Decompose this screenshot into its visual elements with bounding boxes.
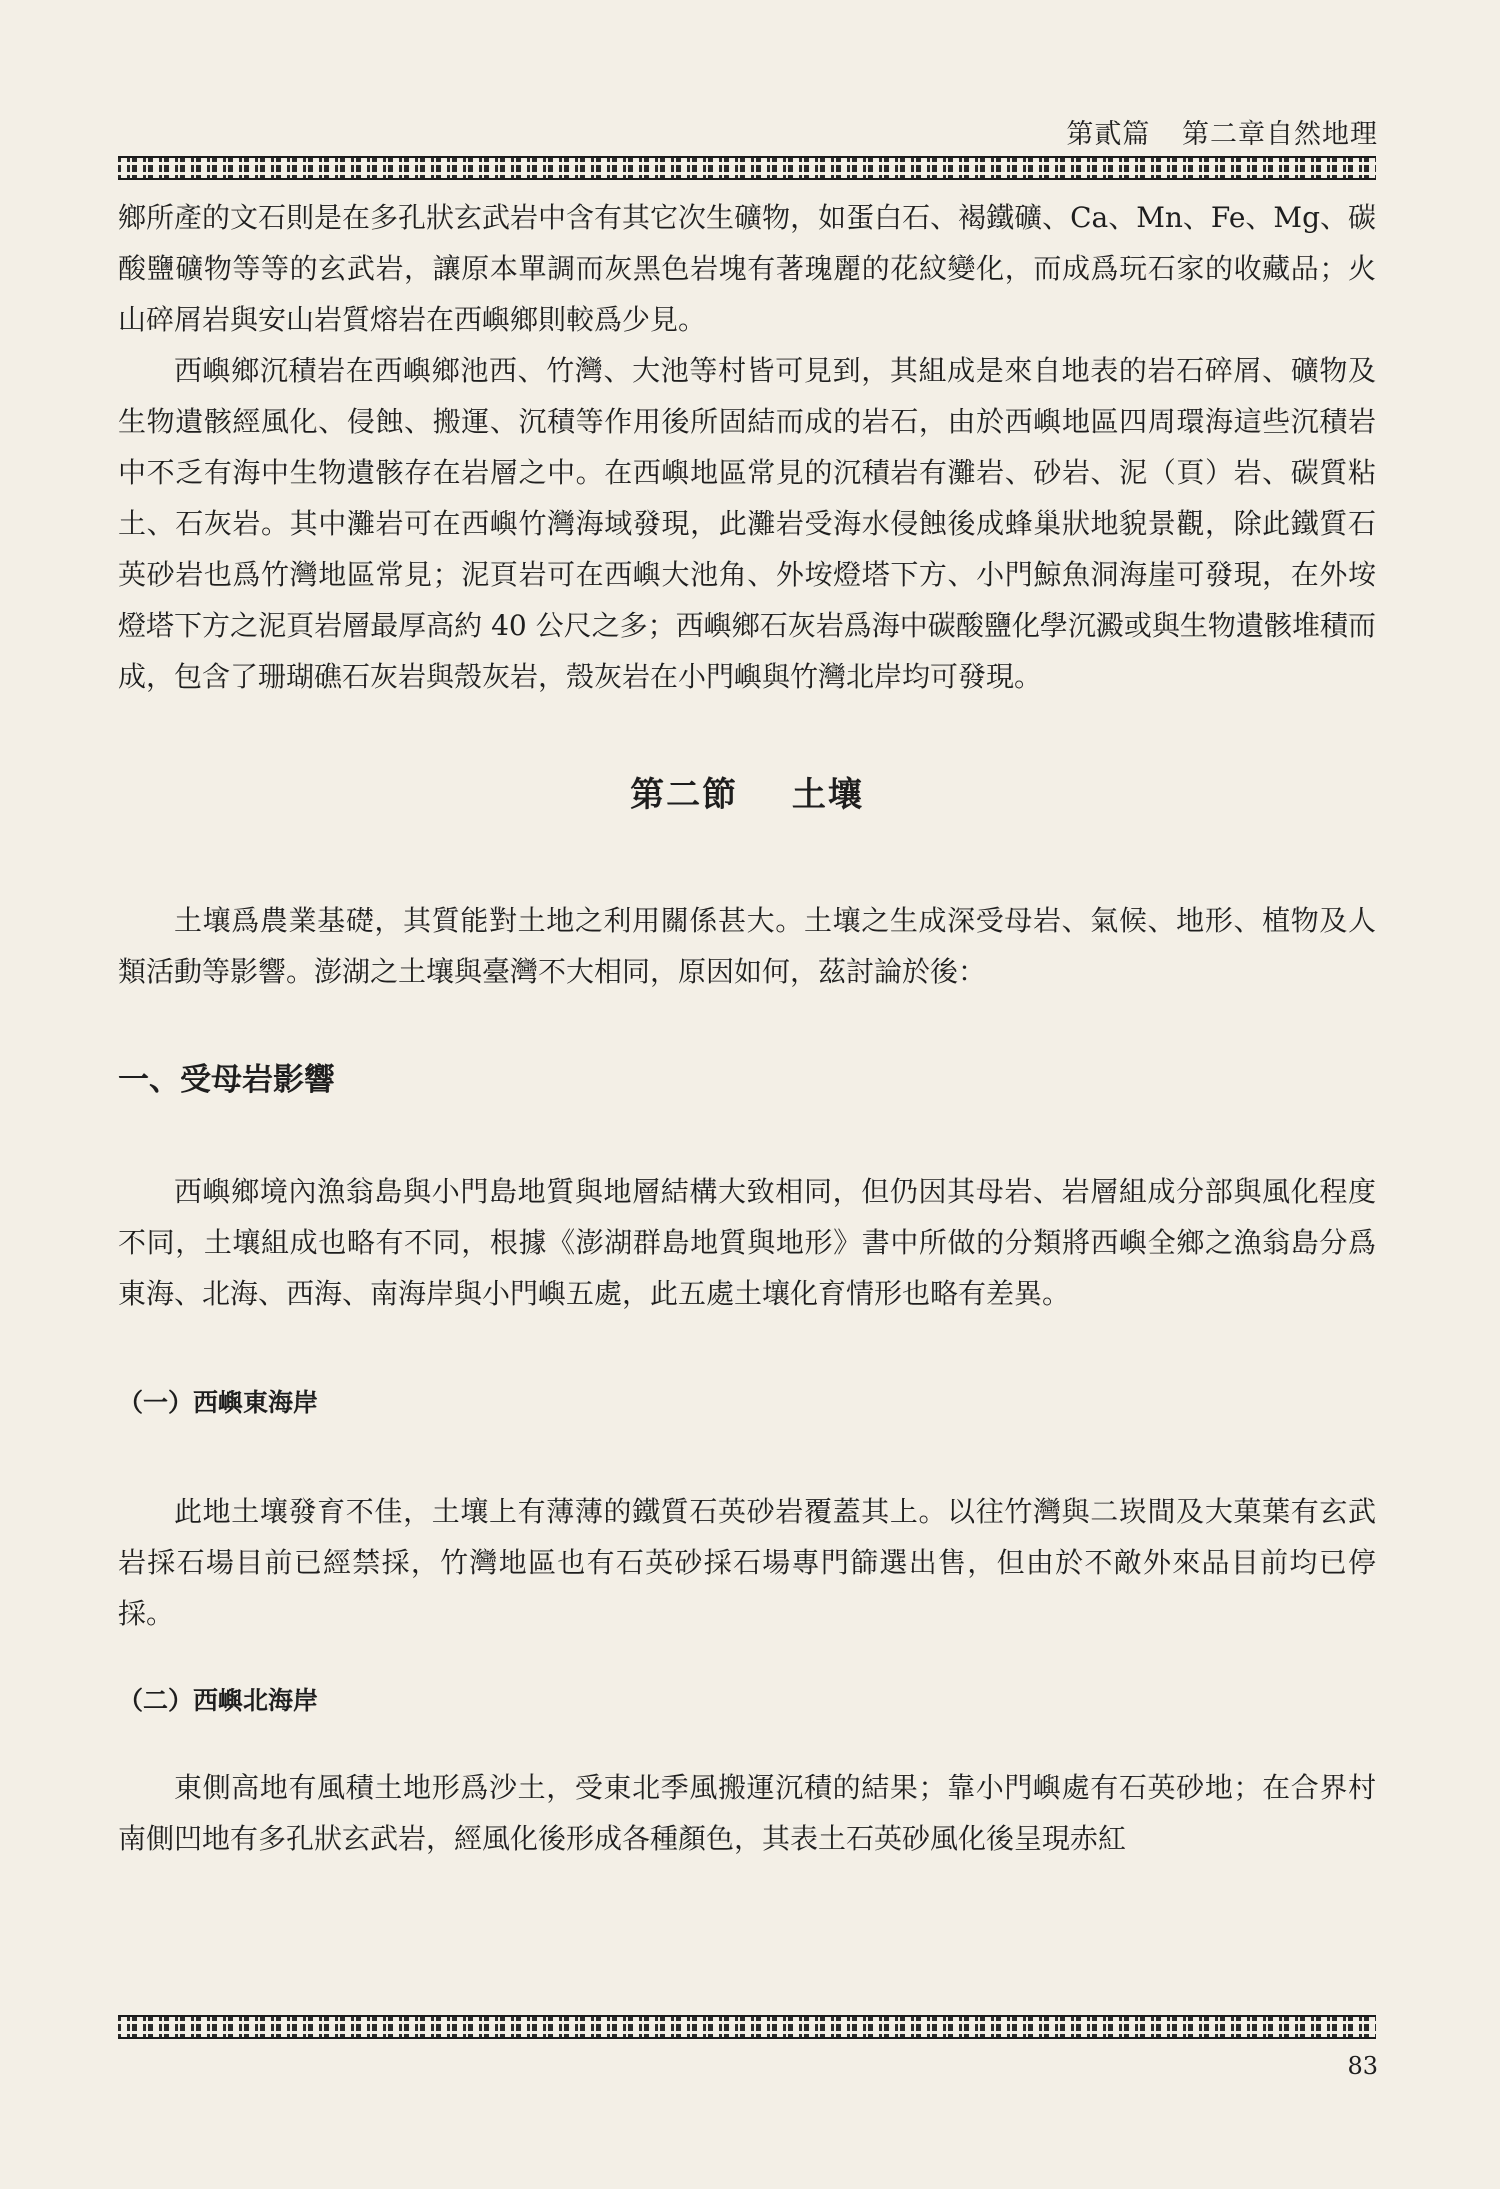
item-heading-east-coast: （一）西嶼東海岸 (118, 1388, 319, 1417)
header-part: 第貳篇 (1066, 119, 1151, 150)
paragraph-sedimentary-rock: 西嶼鄉沉積岩在西嶼鄉池西、竹灣、大池等村皆可見到，其組成是來自地表的岩石碎屑、礦物及生物遺骸經風化、侵蝕、搬運、沉積等作用後所固結而成的岩石，由於西嶼地區四周環海這些沉積岩中不乏有海中生物遺骸存在岩層之中。在西嶼地區常見的沉積岩有灘岩、砂岩、泥（頁）岩、碳質粘土、石灰岩。其中灘岩可在西嶼竹灣海域發現，此灘岩受海水侵蝕後成蜂巢狀地貌景觀，除此鐵質石英砂岩也爲竹灣地區常見；泥頁岩可在西嶼大池角、外垵燈塔下方、小門鯨魚洞海崖可發現，在外垵燈塔下方之泥頁岩層最厚高約 40 公尺之多；西嶼鄉石灰岩爲海中碳酸鹽化學沉澱或與生物遺骸堆積而成，包含了珊瑚礁石灰岩與殼灰岩，殼灰岩在小門嶼與竹灣北岸均可發現。 (118, 354, 1376, 693)
header-chapter: 第二章自然地理 (1182, 119, 1378, 150)
section-title (118, 770, 1376, 821)
section-number: 第二節 (630, 775, 739, 815)
decorative-border-bottom (118, 2015, 1376, 2039)
running-header (1066, 112, 1378, 151)
paragraph-east-coast: 此地土壤發育不佳，土壤上有薄薄的鐵質石英砂岩覆蓋其上。以往竹灣與二崁間及大菓葉有玄武岩採石場目前已經禁採，竹灣地區也有石英砂採石場專門篩選出售，但由於不敵外來品目前均已停採。 (118, 1495, 1376, 1630)
subsection-heading: 一、受母岩影響 (118, 1062, 335, 1098)
item-heading-north-coast: （二）西嶼北海岸 (118, 1686, 319, 1715)
body-text (118, 192, 1376, 1864)
section-name: 土壤 (791, 775, 864, 815)
decorative-border-top (118, 156, 1376, 180)
paragraph-parent-rock: 西嶼鄉境內漁翁島與小門島地質與地層結構大致相同，但仍因其母岩、岩層組成分部與風化程度不同，土壤組成也略有不同，根據《澎湖群島地質與地形》書中所做的分類將西嶼全鄉之漁翁島分爲東海、北海、西海、南海岸與小門嶼五處，此五處土壤化育情形也略有差異。 (118, 1175, 1376, 1310)
paragraph-intro: 土壤爲農業基礎，其質能對土地之利用關係甚大。土壤之生成深受母岩、氣候、地形、植物及人類活動等影響。澎湖之土壤與臺灣不大相同，原因如何，茲討論於後： (118, 904, 1376, 988)
paragraph-continued: 鄉所產的文石則是在多孔狀玄武岩中含有其它次生礦物，如蛋白石、褐鐵礦、Ca、Mn、Fe、Mg、碳酸鹽礦物等等的玄武岩，讓原本單調而灰黑色岩塊有著瑰麗的花紋變化，而成爲玩石家的收藏品；火山碎屑岩與安山岩質熔岩在西嶼鄉則較爲少見。 (118, 201, 1376, 336)
page-number: 83 (1347, 2052, 1378, 2080)
paragraph-north-coast: 東側高地有風積土地形爲沙土，受東北季風搬運沉積的結果；靠小門嶼處有石英砂地；在合界村南側凹地有多孔狀玄武岩，經風化後形成各種顏色，其表土石英砂風化後呈現赤紅 (118, 1771, 1376, 1855)
